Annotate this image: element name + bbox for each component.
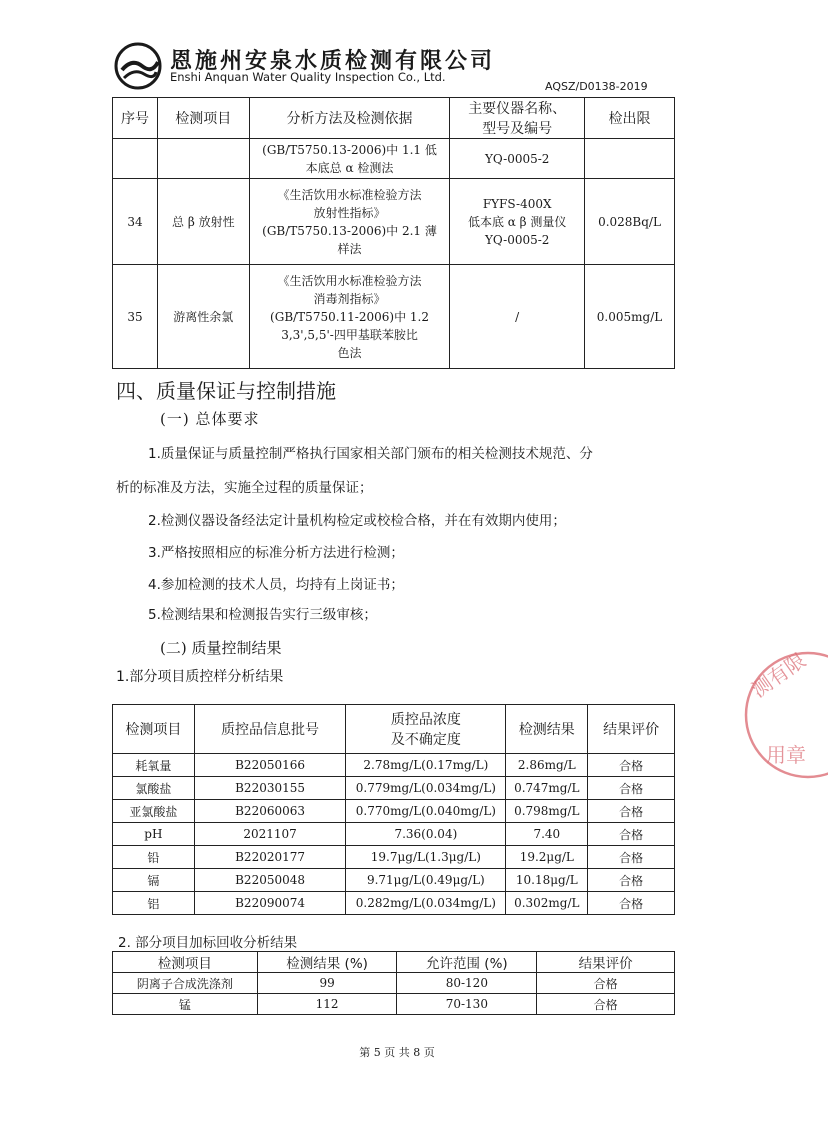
company-name-cn: 恩施州安泉水质检测有限公司: [170, 48, 496, 74]
table-row: 耗氧量 B22050166 2.78mg/L(0.17mg/L) 2.86mg/L 合格: [113, 754, 675, 777]
spike-table: [112, 951, 675, 1015]
svg-text:用章: 用章: [766, 743, 806, 767]
table-header-row: [113, 98, 675, 139]
table-header-row: 检测项目 检测结果 (%) 允许范围 (%) 结果评价: [113, 952, 675, 973]
header-cell: 检测项目: [157, 98, 249, 139]
paragraph: 3.严格按照相应的标准分析方法进行检测；: [148, 545, 404, 561]
official-seal-stamp: [728, 650, 828, 780]
header-cell: 分析方法及检测依据: [249, 98, 450, 139]
table-header-row: 检测项目 质控品信息批号 质控品浓度 及不确定度 检测结果 结果评价: [113, 705, 675, 754]
company-logo-icon: [112, 40, 164, 92]
spike-heading: 2. 部分项目加标回收分析结果: [118, 935, 298, 951]
table-row: (GB/T5750.13-2006)中 1.1 低 本底总 α 检测法 YQ-0005-2: [113, 139, 675, 179]
table-row: 锰 112 70-130 合格: [113, 994, 675, 1015]
svg-text:测有限: 测有限: [747, 648, 811, 703]
table-row: 阴离子合成洗涤剂 99 80-120 合格: [113, 973, 675, 994]
subsection-title: (二) 质量控制结果: [160, 639, 282, 657]
company-name-en: Enshi Anquan Water Quality Inspection Co., Ltd.: [170, 70, 446, 84]
table-row: 铅 B22020177 19.7μg/L(1.3μg/L) 19.2μg/L 合格: [113, 846, 675, 869]
page-footer: 第 5 页 共 8 页: [359, 1046, 435, 1059]
qc-table: [112, 704, 675, 915]
paragraph: 1.质量保证与质量控制严格执行国家相关部门颁布的相关检测技术规范、分: [148, 446, 593, 462]
header-cell: 序号: [113, 98, 158, 139]
header-cell: 检出限: [585, 98, 675, 139]
methods-table: [112, 97, 675, 369]
table-row: 亚氯酸盐 B22060063 0.770mg/L(0.040mg/L) 0.798mg/L 合格: [113, 800, 675, 823]
paragraph: 2.检测仪器设备经法定计量机构检定或校检合格，并在有效期内使用；: [148, 513, 566, 529]
document-code: AQSZ/D0138-2019: [545, 80, 648, 93]
table-row: pH 2021107 7.36(0.04) 7.40 合格: [113, 823, 675, 846]
paragraph: 4.参加检测的技术人员，均持有上岗证书；: [148, 577, 404, 593]
paragraph: 5.检测结果和检测报告实行三级审核；: [148, 607, 377, 623]
table-row: 铝 B22090074 0.282mg/L(0.034mg/L) 0.302mg/L 合格: [113, 892, 675, 915]
qc-heading: 1.部分项目质控样分析结果: [116, 669, 284, 685]
table-row: 镉 B22050048 9.71μg/L(0.49μg/L) 10.18μg/L 合格: [113, 869, 675, 892]
table-row: 34 总 β 放射性 《生活饮用水标准检验方法 放射性指标》 (GB/T5750.13-2006)中 2.1 薄 样法 FYFS-400X 低本底 α β 测量仪 YQ-0005-2 0.028Bq/L: [113, 179, 675, 265]
subsection-title: (一) 总体要求: [160, 410, 260, 428]
table-row: 35 游离性余氯 《生活饮用水标准检验方法 消毒剂指标》 (GB/T5750.11-2006)中 1.2 3,3',5,5'-四甲基联苯胺比 色法 / 0.005mg/L: [113, 265, 675, 369]
header-cell: 主要仪器名称、 型号及编号: [450, 98, 585, 139]
section-title: 四、质量保证与控制措施: [116, 379, 336, 403]
table-row: 氯酸盐 B22030155 0.779mg/L(0.034mg/L) 0.747mg/L 合格: [113, 777, 675, 800]
paragraph: 析的标准及方法，实施全过程的质量保证；: [116, 480, 373, 496]
